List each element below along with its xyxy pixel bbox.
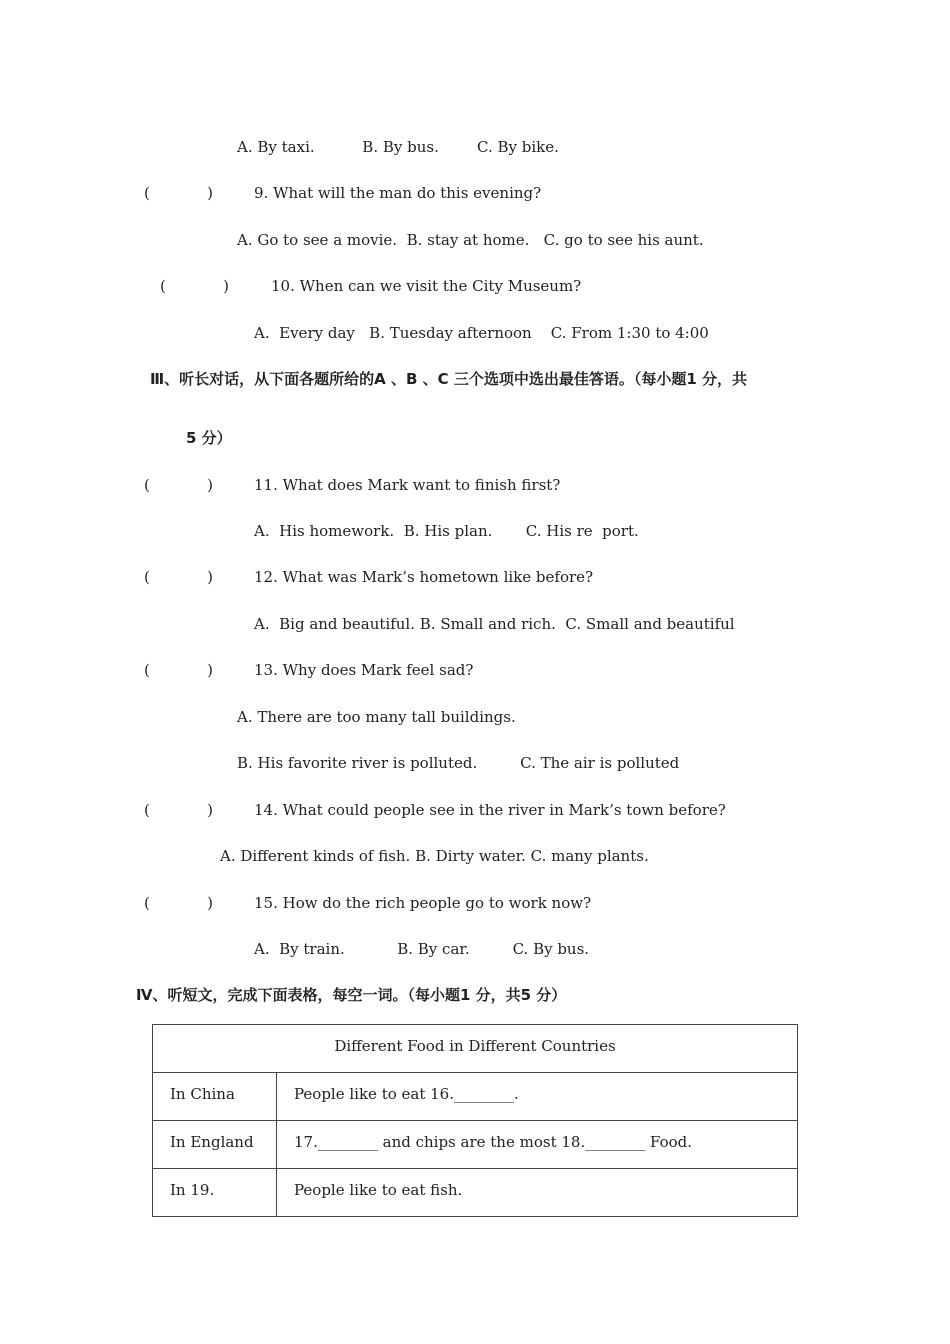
table-row — [153, 1121, 798, 1169]
q9-answer-blank[interactable]: ( ) — [144, 184, 213, 202]
q13-answer-blank[interactable]: ( ) — [144, 661, 213, 679]
section3-heading: Ⅲ、听长对话，从下面各题所给的A 、B 、C 三个选项中选出最佳答语。（每小题1 分，共 — [150, 370, 748, 388]
q11-question: 11. What does Mark want to finish first? — [254, 476, 561, 494]
table-cell-country: In China — [153, 1073, 277, 1121]
table-cell-content[interactable]: 17.________ and chips are the most 18.________ Food. — [277, 1121, 798, 1169]
q10-options: A. Every day B. Tuesday afternoon C. From 1:30 to 4:00 — [254, 324, 709, 342]
table-row — [153, 1169, 798, 1217]
q13-option-a: A. There are too many tall buildings. — [237, 708, 516, 726]
q10-question: 10. When can we visit the City Museum? — [271, 277, 582, 295]
table-cell-country: In England — [153, 1121, 277, 1169]
q13-question: 13. Why does Mark feel sad? — [254, 661, 474, 679]
table-row — [153, 1073, 798, 1121]
q13-option-bc: B. His favorite river is polluted. C. The air is polluted — [237, 754, 680, 772]
q11-options: A. His homework. B. His plan. C. His re port. — [254, 522, 639, 540]
q9-options: A. Go to see a movie. B. stay at home. C. go to see his aunt. — [237, 231, 704, 249]
q12-question: 12. What was Mark’s hometown like before? — [254, 568, 594, 586]
q15-options: A. By train. B. By car. C. By bus. — [254, 940, 590, 958]
q15-answer-blank[interactable]: ( ) — [144, 894, 213, 912]
q12-answer-blank[interactable]: ( ) — [144, 568, 213, 586]
table-title: Different Food in Different Countries — [153, 1025, 798, 1073]
q14-answer-blank[interactable]: ( ) — [144, 801, 213, 819]
q12-options: A. Big and beautiful. B. Small and rich. C. Small and beautiful — [254, 615, 735, 633]
table-cell-content[interactable]: People like to eat 16.________. — [277, 1073, 798, 1121]
q10-answer-blank[interactable]: ( ) — [160, 277, 229, 295]
q11-answer-blank[interactable]: ( ) — [144, 476, 213, 494]
table-title-row — [153, 1025, 798, 1073]
section4-heading: Ⅳ、听短文，完成下面表格，每空一词。（每小题1 分，共5 分） — [136, 986, 567, 1004]
q14-question: 14. What could people see in the river in Mark’s town before? — [254, 801, 726, 819]
q15-question: 15. How do the rich people go to work now? — [254, 894, 592, 912]
table-cell-country[interactable]: In 19. — [153, 1169, 277, 1217]
q9-question: 9. What will the man do this evening? — [254, 184, 542, 202]
section3-heading-cont: 5 分） — [186, 429, 232, 447]
q8-options: A. By taxi. B. By bus. C. By bike. — [237, 138, 559, 156]
table-cell-content: People like to eat fish. — [277, 1169, 798, 1217]
q14-options: A. Different kinds of fish. B. Dirty water. C. many plants. — [220, 847, 649, 865]
food-table — [152, 1024, 798, 1217]
